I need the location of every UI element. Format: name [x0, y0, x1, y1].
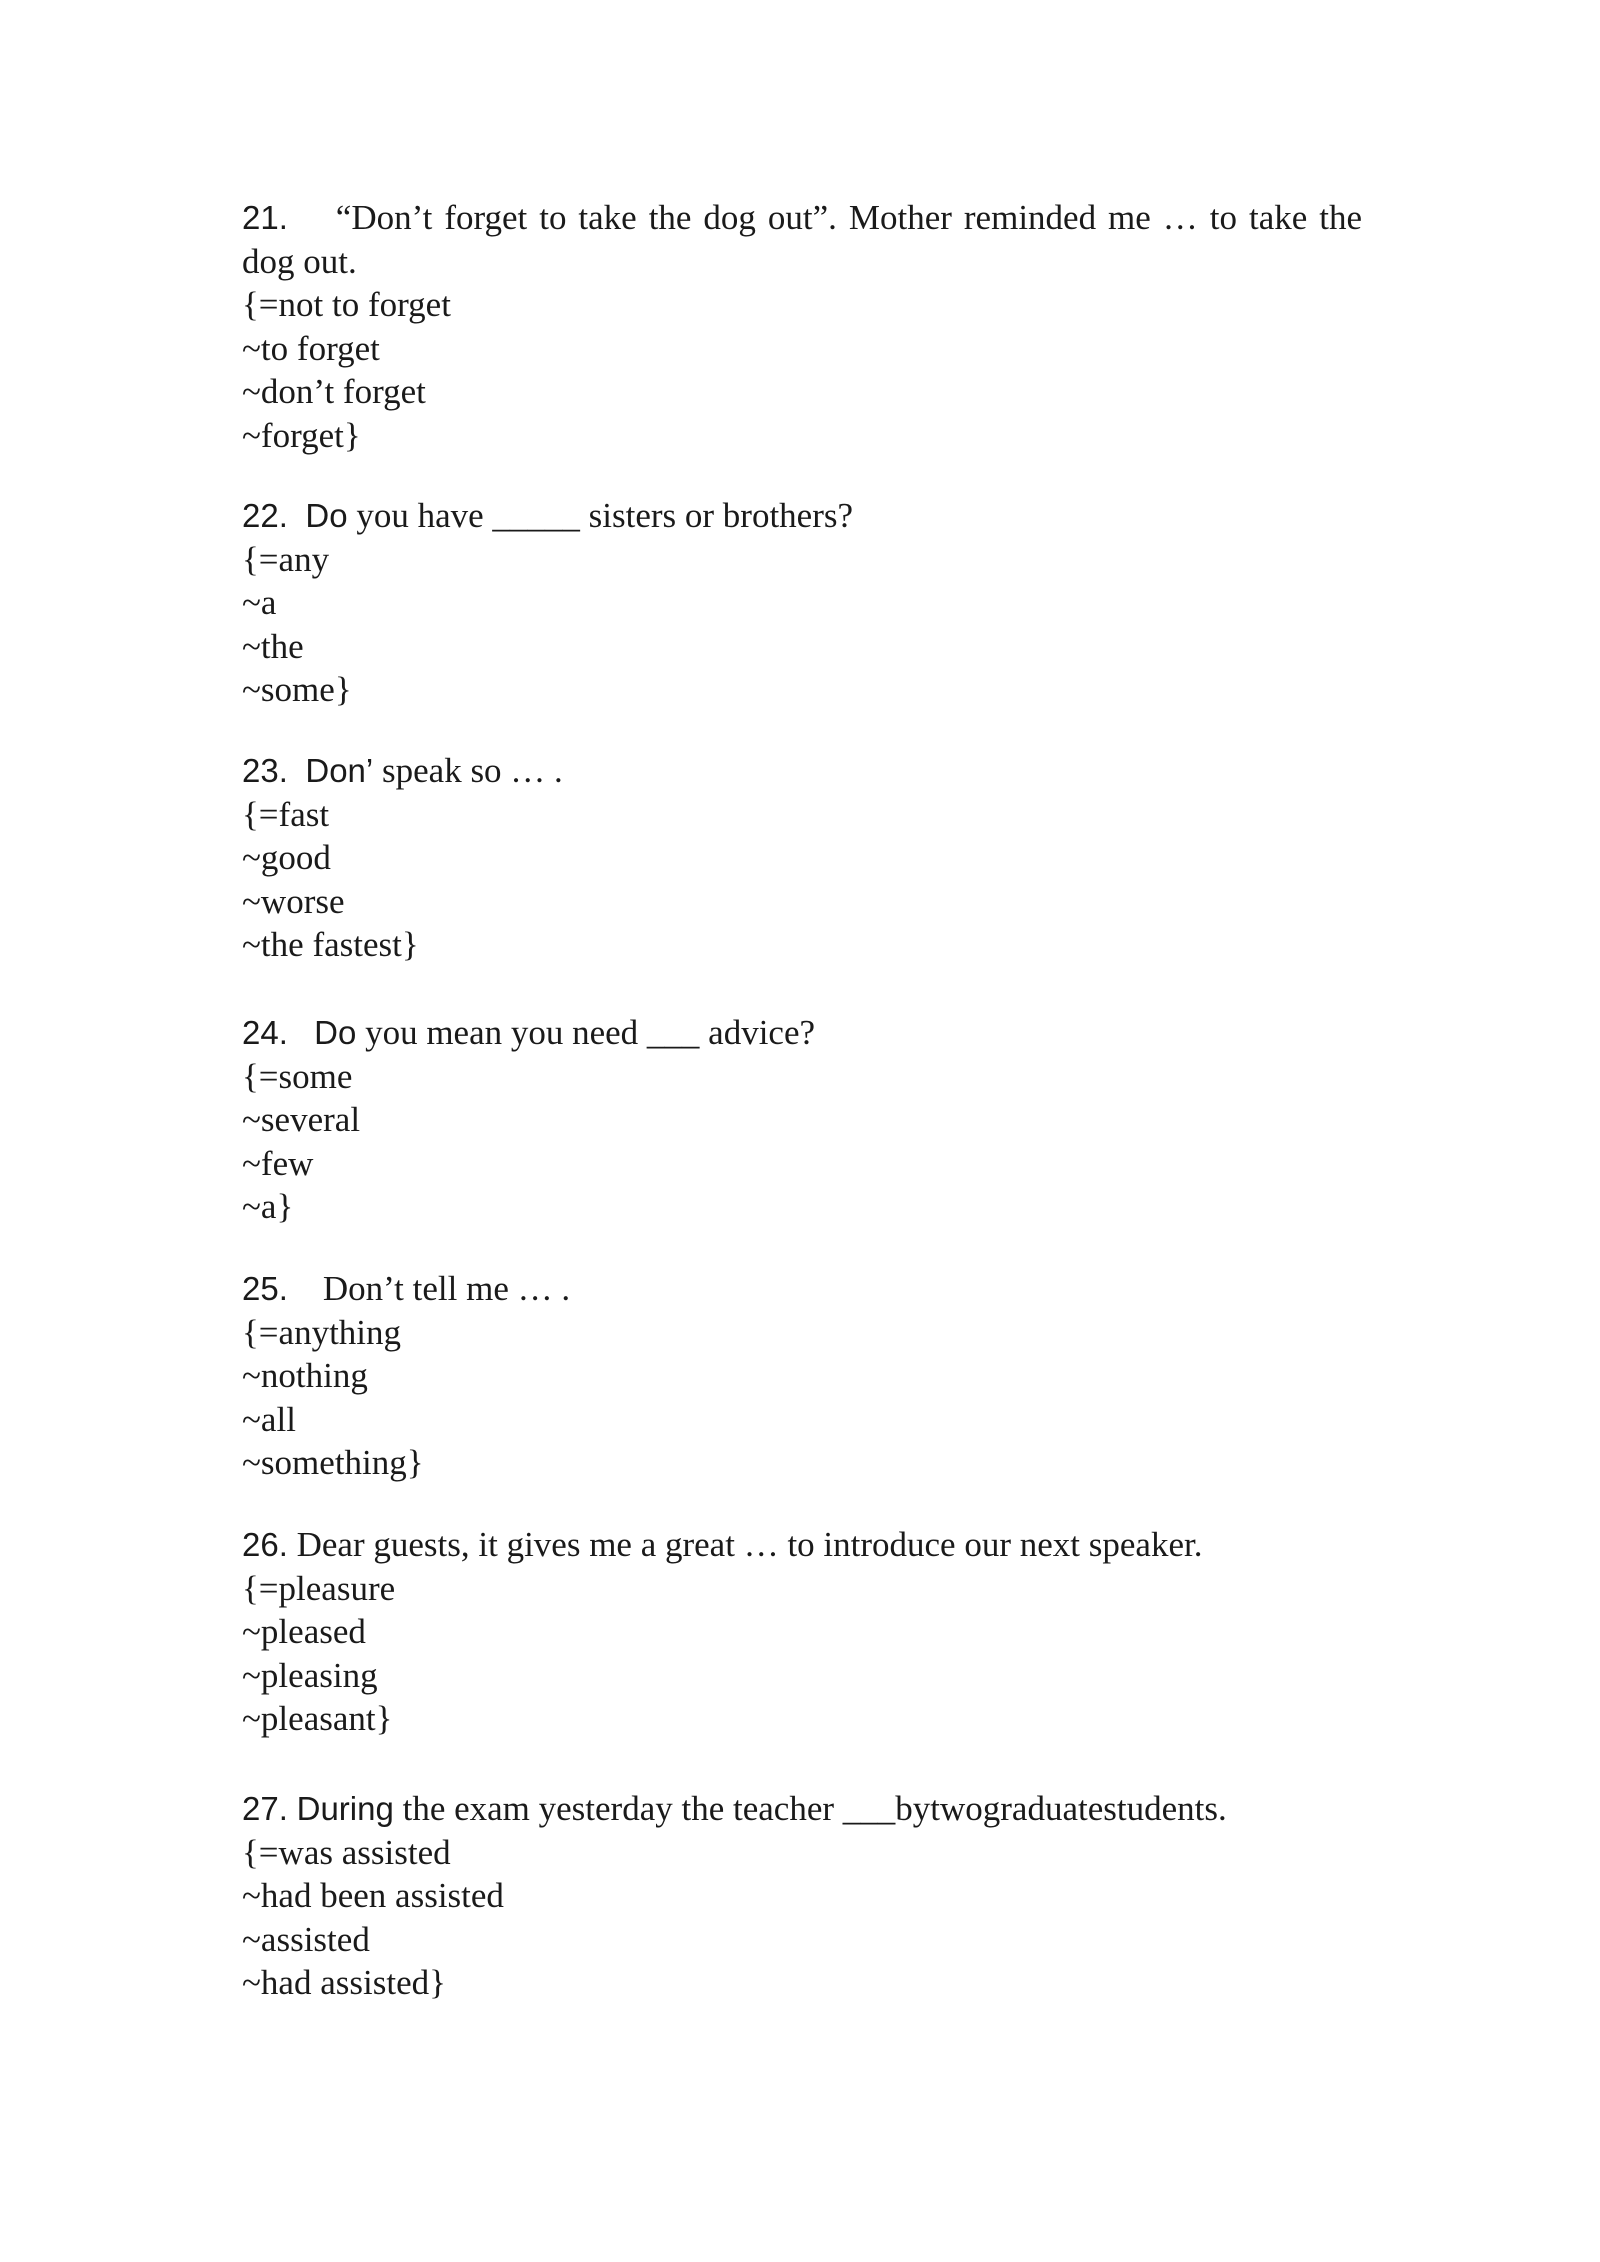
question-lead-word: During	[296, 1790, 394, 1827]
question-text: speak so … .	[382, 751, 563, 790]
answer-option: ~the fastest}	[242, 925, 419, 964]
answer-option: ~few	[242, 1143, 314, 1183]
answer-option: ~worse	[242, 881, 345, 921]
question-text: the exam yesterday the teacher ___bytwograduatestudents.	[402, 1789, 1227, 1828]
question-number: 21.	[242, 199, 288, 236]
answer-option: ~several	[242, 1100, 361, 1139]
answer-option: ~pleasing	[242, 1655, 378, 1695]
question-number: 27.	[242, 1790, 288, 1827]
question-stem	[242, 1267, 1362, 1311]
question-21	[242, 196, 1362, 457]
answer-option: {=not to forget	[242, 285, 451, 324]
answer-option: {=was assisted	[242, 1832, 451, 1872]
answer-option: ~forget}	[242, 415, 361, 455]
question-stem	[242, 1011, 1362, 1055]
answer-option: ~nothing	[242, 1356, 368, 1395]
question-text: Dear guests, it gives me a great … to introduce our next speaker.	[296, 1525, 1203, 1564]
answer-option: ~all	[242, 1399, 296, 1439]
question-number: 25.	[242, 1270, 288, 1307]
answer-option: ~to forget	[242, 328, 380, 368]
question-stem	[242, 494, 1362, 538]
question-stem	[242, 1787, 1362, 1831]
question-stem	[242, 749, 1362, 793]
answer-option: {=anything	[242, 1312, 402, 1352]
question-text: Don’t tell me … .	[322, 1269, 571, 1308]
question-number: 23.	[242, 752, 288, 789]
question-number: 22.	[242, 497, 288, 534]
question-23	[242, 749, 1362, 967]
answer-option: {=some	[242, 1056, 353, 1096]
question-lead-word: Do	[305, 497, 348, 534]
question-27	[242, 1787, 1362, 2005]
question-lead-word: Don’	[305, 752, 374, 789]
answer-option: ~some}	[242, 670, 352, 709]
answer-option: ~a	[242, 583, 277, 622]
answer-option: ~pleased	[242, 1612, 366, 1651]
answer-option: ~don’t forget	[242, 372, 426, 411]
question-22	[242, 494, 1362, 712]
answer-option: ~had been assisted	[242, 1876, 504, 1915]
answer-option: ~a}	[242, 1187, 294, 1226]
question-25	[242, 1267, 1362, 1485]
answer-option: ~assisted	[242, 1919, 370, 1959]
answer-option: ~the	[242, 626, 304, 666]
question-text: “Don’t forget to take the dog out”. Mother reminded me … to take the dog out.	[242, 198, 1362, 281]
question-text: you have _____ sisters or brothers?	[356, 496, 854, 535]
question-number: 26.	[242, 1526, 288, 1563]
answer-option: {=pleasure	[242, 1568, 396, 1608]
question-number: 24.	[242, 1014, 288, 1051]
question-lead-word: Do	[314, 1014, 357, 1051]
question-stem	[242, 196, 1362, 283]
answer-option: ~pleasant}	[242, 1699, 393, 1738]
answer-option: {=fast	[242, 794, 330, 834]
question-text: you mean you need ___ advice?	[365, 1013, 816, 1052]
answer-option: ~something}	[242, 1443, 424, 1482]
answer-option: ~good	[242, 838, 331, 877]
question-24	[242, 1011, 1362, 1229]
question-26	[242, 1523, 1362, 1741]
answer-option: {=any	[242, 539, 330, 579]
question-stem	[242, 1523, 1362, 1567]
answer-option: ~had assisted}	[242, 1963, 446, 2002]
